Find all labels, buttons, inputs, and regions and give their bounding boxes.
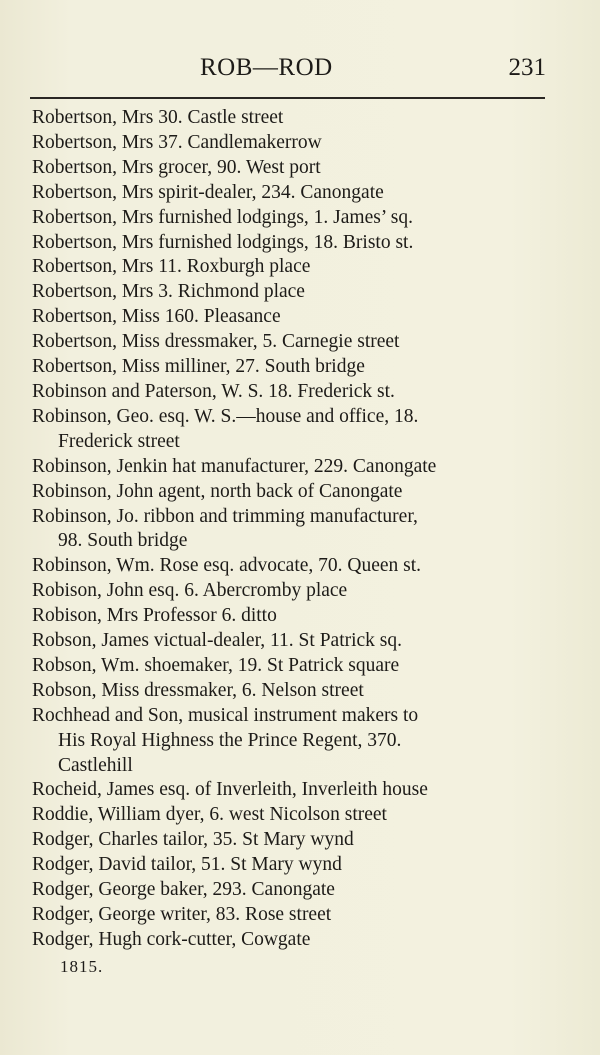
entry-continuation: Castlehill [58,754,133,776]
directory-entry [32,803,562,828]
directory-entry [32,853,562,878]
entry-text: Rodger, George baker, 293. Canongate [32,879,335,901]
entry-text: Robson, Miss dressmaker, 6. Nelson street [32,679,364,701]
directory-entry [32,380,562,405]
directory-entry [32,505,562,555]
directory-entry [32,106,562,131]
entry-text: Robson, Wm. shoemaker, 19. St Patrick square [32,654,400,676]
directory-entry [32,903,562,928]
directory-entry [32,480,562,505]
directory-entry [32,181,562,206]
directory-entry [32,554,562,579]
entry-text: Robertson, Miss 160. Pleasance [32,306,281,328]
directory-entry [32,131,562,156]
directory-entry [32,928,562,953]
directory-entry [32,156,562,181]
directory-entry [32,330,562,355]
directory-entry [32,704,562,779]
entry-text: Robertson, Miss dressmaker, 5. Carnegie street [32,331,400,353]
directory-entry [32,280,562,305]
entry-text: Robertson, Mrs furnished lodgings, 18. Bristo st. [32,231,414,253]
entry-text: Robinson, John agent, north back of Canongate [32,480,403,502]
directory-entry [32,579,562,604]
directory-entry [32,878,562,903]
directory-entries [32,106,562,953]
entry-text: Rodger, Charles tailor, 35. St Mary wynd [32,829,354,851]
entry-text: Robertson, Mrs grocer, 90. West port [32,156,321,178]
entry-text: Robison, John esq. 6. Abercromby place [32,580,348,602]
directory-entry [32,828,562,853]
entry-text: Robertson, Mrs 11. Roxburgh place [32,256,311,278]
entry-text: Robertson, Mrs furnished lodgings, 1. James’ sq. [32,206,413,228]
directory-entry [32,654,562,679]
entry-text: Robertson, Mrs spirit-dealer, 234. Canongate [32,181,384,203]
directory-entry [32,231,562,256]
directory-entry [32,206,562,231]
page-number: 231 [508,54,546,81]
signature-mark: 1815. [60,957,104,976]
running-head: ROB—ROD [200,54,333,81]
entry-continuation: His Royal Highness the Prince Regent, 370. [58,729,402,751]
entry-text: Robinson, Jenkin hat manufacturer, 229. Canongate [32,455,437,477]
directory-entry [32,355,562,380]
entry-text: Robinson and Paterson, W. S. 18. Frederick st. [32,380,395,402]
directory-entry [32,604,562,629]
entry-text: Robinson, Geo. esq. W. S.—house and office, 18. [32,405,419,427]
entry-text: Robson, James victual-dealer, 11. St Patrick sq. [32,630,403,652]
entry-text: Robison, Mrs Professor 6. ditto [32,605,277,627]
entry-text: Robinson, Jo. ribbon and trimming manufacturer, [32,505,418,527]
directory-entry [32,305,562,330]
entry-text: Robinson, Wm. Rose esq. advocate, 70. Queen st. [32,555,422,577]
directory-entry [32,778,562,803]
entry-text: Rocheid, James esq. of Inverleith, Inverleith house [32,779,428,801]
directory-entry [32,455,562,480]
entry-text: Rodger, David tailor, 51. St Mary wynd [32,854,342,876]
header-rule [30,97,545,99]
entry-text: Rodger, George writer, 83. Rose street [32,904,332,925]
entry-text: Roddie, William dyer, 6. west Nicolson street [32,804,387,826]
directory-entry [32,629,562,654]
entry-text: Rodger, Hugh cork-cutter, Cowgate [32,928,311,950]
entry-continuation: Frederick street [58,430,180,452]
entry-text: Robertson, Mrs 30. Castle street [32,107,284,128]
entry-text: Robertson, Mrs 3. Richmond place [32,281,305,303]
directory-entry [32,255,562,280]
entry-text: Robertson, Mrs 37. Candlemakerrow [32,131,322,153]
entry-text: Robertson, Miss milliner, 27. South bridge [32,356,365,378]
entry-text: Rochhead and Son, musical instrument makers to [32,704,419,726]
directory-entry [32,679,562,704]
directory-entry [32,405,562,455]
entry-continuation: 98. South bridge [58,530,188,552]
page-header [0,54,600,88]
